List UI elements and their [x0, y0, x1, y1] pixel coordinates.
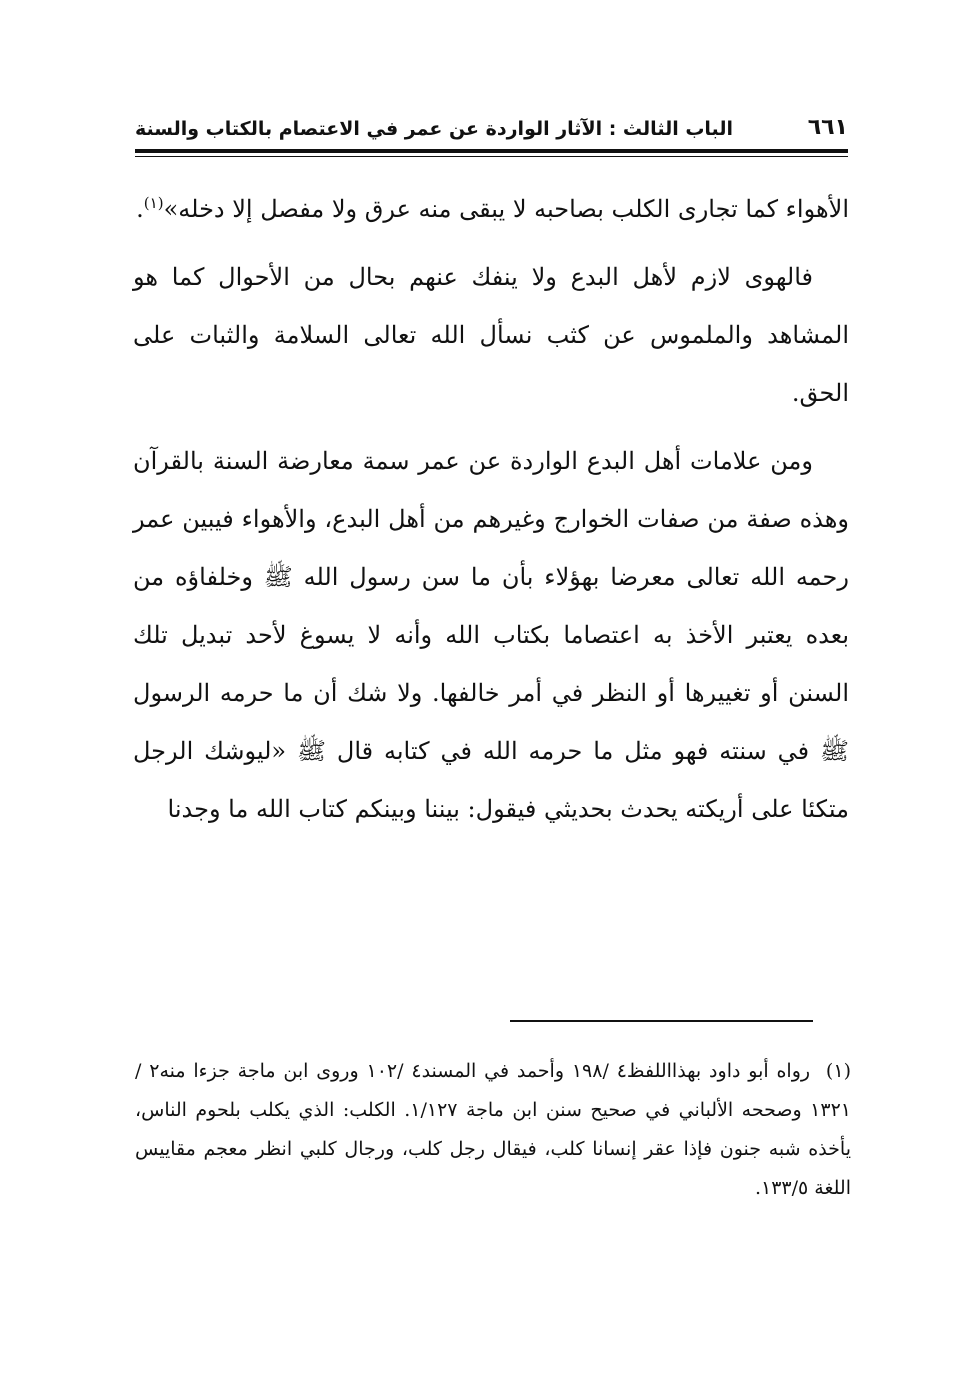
paragraph-1-text: الأهواء كما تجارى الكلب بصاحبه لا يبقى منه عرق ولا مفصل إلا دخله» [163, 195, 849, 223]
header-rule-thin [135, 156, 848, 157]
chapter-title: الباب الثالث : الآثار الواردة عن عمر في الاعتصام بالكتاب والسنة [135, 118, 733, 140]
paragraph-3: ومن علامات أهل البدع الواردة عن عمر سمة معارضة السنة بالقرآن وهذه صفة من صفات الخوارج وغيرهم من أهل البدع، والأهواء فيبين عمر رحمه الله تعالى معرضا بهؤلاء بأن ما سن رسول الله ﷺ وخلفاؤه من بعده يعتبر الأخذ به اعتصاما بكتاب الله وأنه لا يسوغ لأحد تبديل تلك السنن أو تغييرها أو النظر في أمر خالفها. ولا شك أن ما حرمه الرسول ﷺ في سنته فهو مثل ما حرمه الله في كتابه قال ﷺ «ليوشك الرجل متكئا على أريكته يحدث بحديثي فيقول: بيننا وبينكم كتاب الله ما وجدنا [133, 447, 849, 823]
header-rule-thick [135, 149, 848, 153]
footnote-reference: (١) [143, 194, 164, 212]
paragraph-1-end: . [136, 195, 144, 223]
footnote-separator [510, 1020, 813, 1022]
running-header [135, 112, 848, 152]
paragraph-2: فالهوى لازم لأهل البدع ولا ينفك عنهم بحال من الأحوال كما هو المشاهد والملموس عن كثب نسأل الله تعالى السلامة والثبات على الحق. [133, 263, 849, 407]
main-text [133, 180, 849, 848]
footnote-marker: (١) [825, 1060, 851, 1082]
footnote-text: رواه أبو داود بهذااللفظ٤ /١٩٨ وأحمد في المسند٤ /١٠٢ وروى ابن ماجة جزءا منه٢ / ١٣٢١ وصححه الألباني في صحيح سنن ابن ماجة ١/١٢٧. الكلب: الذي يكلب بلحوم الناس، يأخذه شبه جنون فإذا عقر إنسانا كلب، فيقال رجل كلب، ورجال كلبي انظر معجم مقاييس اللغة ١٣٣/٥. [135, 1060, 851, 1199]
page-number: ٦٦١ [807, 115, 848, 140]
paragraph-continuation [133, 180, 849, 238]
footnote [135, 1052, 851, 1208]
